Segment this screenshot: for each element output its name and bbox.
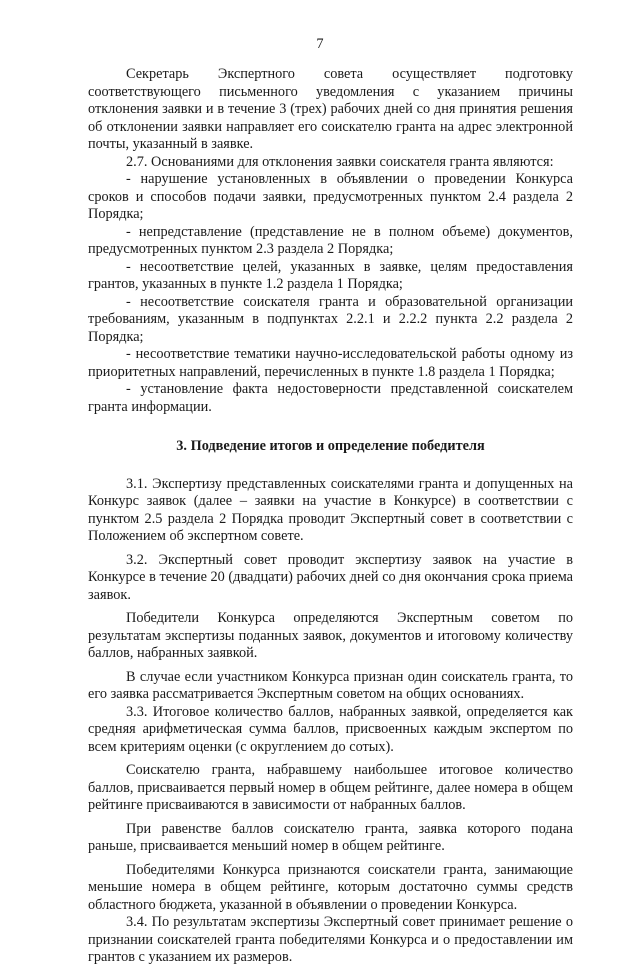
paragraph-secretary-notice: Секретарь Экспертного совета осуществляет подготовку соответствующего письменного уведомления с указанием причины отклонения заявки и в течение 3 (трех) рабочих дней со дня принятия решения об отклонении заявки направляет его соискателю гранта на адрес электронной почты, указанный в заявке. [88, 66, 573, 152]
list-item-ground-requirements: - несоответствие соискателя гранта и образовательной организации требованиям, указанным в подпунктах 2.2.1 и 2.2.2 пункта 2.2 раздела 2 Порядка; [88, 293, 573, 345]
paragraph-winners: Победителями Конкурса признаются соискатели гранта, занимающие меньшие номера в общем рейтинге, которым достаточно суммы средств областного бюджета, указанной в объявлении о проведении Конкурса. [88, 861, 573, 913]
paragraph-ranking: Соискателю гранта, набравшему наибольшее итоговое количество баллов, присваивается первый номер в общем рейтинге, далее номера в общем рейтинге присваиваются в зависимости от набранных баллов. [88, 762, 573, 813]
paragraph-3-4: 3.4. По результатам экспертизы Экспертный совет принимает решение о признании соискателей гранта победителями Конкурса и о предоставлении им грантов с указанием их размеров. [88, 914, 573, 965]
paragraph-rejection-grounds: 2.7. Основаниями для отклонения заявки соискателя гранта являются: [126, 153, 554, 170]
paragraph-single-applicant: В случае если участником Конкурса признан один соискатель гранта, то его заявка рассматривается Экспертным советом на общих основаниях. [88, 668, 573, 702]
list-item-ground-documents: - непредставление (представление не в полном объеме) документов, предусмотренных пунктом 2.3 раздела 2 Порядка; [88, 223, 573, 257]
list-item-ground-deadline: - нарушение установленных в объявлении о проведении Конкурса сроков и способов подачи заявки, предусмотренных пунктом 2.4 раздела 2 Порядка; [88, 171, 573, 222]
document-body [88, 66, 573, 967]
paragraph-equal-scores: При равенстве баллов соискателю гранта, заявка которого подана раньше, присваивается меньший номер в общем рейтинге. [88, 820, 573, 854]
paragraph-winners-determined: Победители Конкурса определяются Экспертным советом по результатам экспертизы поданных заявок, документов и итоговому количеству баллов, набранных заявкой. [88, 610, 573, 661]
list-item-ground-false-info: - установление факта недостоверности представленной соискателем гранта информации. [88, 381, 573, 415]
paragraph-3-3: 3.3. Итоговое количество баллов, набранных заявкой, определяется как средняя арифметическая сумма баллов, присвоенных каждым экспертом по всем критериям оценки (с округлением до сотых). [88, 703, 573, 755]
list-item-ground-topic: - несоответствие тематики научно-исследовательской работы одному из приоритетных направлений, перечисленных в пункте 1.8 раздела 1 Порядка; [88, 346, 573, 380]
section-heading: 3. Подведение итогов и определение победителя [176, 438, 485, 454]
page-number: 7 [316, 36, 324, 52]
list-item-ground-goals: - несоответствие целей, указанных в заявке, целям предоставления грантов, указанных в пункте 1.2 раздела 1 Порядка; [88, 258, 573, 292]
paragraph-3-1: 3.1. Экспертизу представленных соискателями гранта и допущенных на Конкурс заявок (далее – заявки на участие в Конкурсе) в соответствии с пунктом 2.5 раздела 2 Порядка проводит Экспертный совет в соответствии с Положением об экспертном совете. [88, 475, 573, 544]
paragraph-3-2: 3.2. Экспертный совет проводит экспертизу заявок на участие в Конкурсе в течение 20 (двадцати) рабочих дней со дня окончания срока приема заявок. [88, 551, 573, 603]
